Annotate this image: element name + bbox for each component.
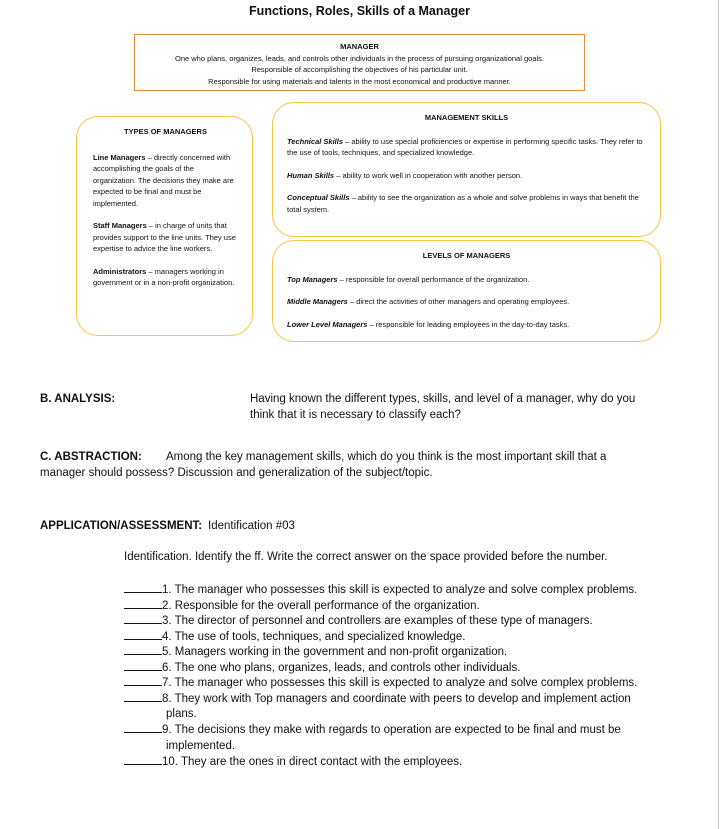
question-text: 4. The use of tools, techniques, and specialized knowledge.: [162, 630, 466, 643]
question-text: 9. The decisions they make with regards to operation are expected to be final and must be: [162, 724, 621, 736]
answer-blank[interactable]: [124, 753, 162, 765]
skill-desc: – ability to use special proficiencies or expertise in performing specific tasks. They refer to the use of tools, techniques, and specialized knowledge.: [287, 136, 643, 157]
skill-term: Conceptual Skills: [287, 193, 350, 202]
skill-item: [287, 170, 646, 182]
manager-heading: MANAGER: [340, 42, 379, 51]
level-item: [287, 296, 646, 308]
analysis-line: think that it is necessary to classify each?: [250, 409, 461, 421]
types-heading: TYPES OF MANAGERS: [124, 127, 207, 136]
question-text: 1. The manager who possesses this skill is expected to analyze and solve complex problems.: [162, 584, 638, 596]
level-desc: – responsible for leading employees in the day-to-day tasks.: [367, 319, 570, 329]
type-item: [93, 152, 238, 210]
answer-blank[interactable]: [124, 690, 162, 702]
question-continuation: implemented.: [166, 739, 236, 752]
manager-line: Responsible for using materials and talents in the most economical and productive manner.: [208, 76, 511, 86]
type-term: Administrators: [93, 266, 147, 276]
answer-blank[interactable]: [124, 612, 162, 624]
page-title: Functions, Roles, Skills of a Manager: [249, 4, 470, 18]
levels-heading: LEVELS OF MANAGERS: [422, 251, 511, 260]
type-desc: – directly concerned with accomplishing the goals of the organization. The decisions they make are expected to be final and must be implemented.: [93, 152, 234, 208]
answer-blank[interactable]: [124, 659, 162, 671]
manager-definition-box: [134, 34, 585, 91]
types-of-managers-box: [76, 116, 253, 336]
instructions: Identification. Identify the ff. Write the correct answer on the space provided before the number.: [124, 551, 608, 563]
question-text: 2. Responsible for the overall performance of the organization.: [162, 599, 480, 612]
type-desc: – in charge of units that provides support to the line units. They use expertise to advice the line workers.: [93, 221, 236, 253]
type-desc: – managers working in government or in a non-profit organization.: [93, 266, 235, 287]
skills-heading: MANAGEMENT SKILLS: [424, 113, 509, 122]
type-item: [93, 266, 238, 289]
skill-desc: – ability to work well in cooperation with another person.: [334, 170, 523, 180]
answer-blank[interactable]: [124, 721, 162, 733]
skill-item: [287, 192, 646, 215]
level-desc: – responsible for overall performance of the organization.: [337, 274, 530, 284]
level-item: [287, 319, 646, 331]
analysis-label: B. ANALYSIS:: [40, 393, 116, 405]
answer-blank[interactable]: [124, 674, 162, 686]
question-text: 8. They work with Top managers and coordinate with peers to develop and implement action: [162, 692, 631, 705]
management-skills-box: [272, 102, 661, 237]
skill-term: Human Skills: [287, 170, 335, 180]
manager-line: One who plans, organizes, leads, and controls other individuals in the process of pursuing organizational goals.: [175, 53, 544, 63]
question-text: 5. Managers working in the government and non-profit organization.: [162, 646, 508, 658]
application-label: APPLICATION/ASSESSMENT:: [40, 520, 203, 532]
answer-blank[interactable]: [124, 597, 162, 609]
level-term: Lower Level Managers: [287, 319, 368, 329]
question-item: [124, 690, 664, 723]
question-text: 6. The one who plans, organizes, leads, and controls other individuals.: [162, 661, 521, 674]
analysis-line: Having known the different types, skills, and level of a manager, why do you: [250, 393, 636, 405]
answer-blank[interactable]: [124, 643, 162, 655]
manager-line: Responsible of accomplishing the objectives of his particular unit.: [251, 65, 468, 74]
type-term: Line Managers: [93, 152, 146, 162]
type-term: Staff Managers: [93, 221, 147, 230]
answer-blank[interactable]: [124, 628, 162, 640]
answer-blank[interactable]: [124, 581, 162, 593]
skill-desc: – ability to see the organization as a whole and solve problems in ways that benefit the total system.: [287, 193, 639, 214]
level-term: Middle Managers: [287, 297, 348, 306]
question-text: 10. They are the ones in direct contact with the employees.: [162, 755, 463, 768]
skill-term: Technical Skills: [287, 136, 343, 146]
question-text: 7. The manager who possesses this skill is expected to analyze and solve complex problems.: [162, 677, 638, 689]
levels-of-managers-box: [272, 240, 661, 342]
abstraction-line: manager should possess? Discussion and generalization of the subject/topic.: [40, 467, 433, 479]
level-term: Top Managers: [287, 274, 338, 284]
application-subtitle: Identification #03: [208, 520, 295, 532]
question-item: [124, 721, 664, 754]
type-item: [93, 220, 238, 255]
question-continuation: plans.: [166, 708, 197, 720]
skill-item: [287, 136, 646, 159]
abstraction-line: Among the key management skills, which do you think is the most important skill that a: [166, 451, 607, 463]
abstraction-label: C. ABSTRACTION:: [40, 451, 142, 463]
level-desc: – direct the activities of other managers and operating employees.: [347, 297, 570, 306]
question-text: 3. The director of personnel and controllers are examples of these type of managers.: [162, 615, 593, 627]
question-item: [124, 753, 664, 771]
level-item: [287, 274, 646, 286]
